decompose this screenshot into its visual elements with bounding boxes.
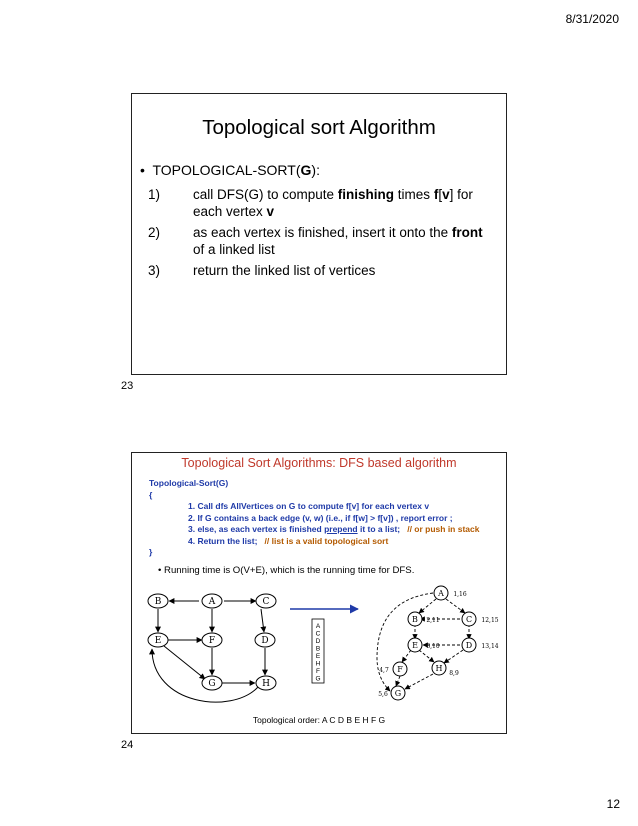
node-A bbox=[202, 594, 222, 608]
slide-number: 24 bbox=[121, 739, 134, 751]
bullet-dot: • bbox=[140, 162, 145, 178]
code-line-1: 1. Call dfs AllVertices on G to compute f[v] for each vertex v bbox=[188, 501, 430, 511]
node-A-timed bbox=[434, 586, 467, 600]
code-line-2: 2. If G contains a back edge (v, w) (i.e., if f[w] > f[v]) , report error ; bbox=[188, 513, 453, 523]
svg-text:D: D bbox=[261, 636, 269, 646]
svg-text:1,16: 1,16 bbox=[453, 591, 467, 598]
svg-text:3,10: 3,10 bbox=[426, 643, 440, 650]
svg-text:H: H bbox=[315, 660, 321, 668]
code-line-3: 3. else, as each vertex is finished prepend it to a list; // or push in stack bbox=[188, 524, 480, 534]
node-G-timed bbox=[378, 686, 405, 700]
slide-24 bbox=[131, 452, 507, 734]
page-number: 12 bbox=[606, 797, 620, 811]
node-H-timed bbox=[432, 661, 459, 677]
svg-text:G: G bbox=[208, 679, 216, 689]
slide-title: Topological Sort Algorithms: DFS based algorithm bbox=[181, 456, 457, 470]
svg-text:B: B bbox=[412, 615, 418, 624]
svg-text:F: F bbox=[397, 665, 403, 674]
right-graph-nodes bbox=[378, 586, 499, 700]
node-G bbox=[202, 676, 222, 690]
node-F-timed bbox=[379, 662, 407, 676]
svg-text:C: C bbox=[465, 615, 473, 624]
svg-text:H: H bbox=[262, 679, 270, 689]
svg-text:13,14: 13,14 bbox=[481, 643, 499, 650]
header-date: 8/31/2020 bbox=[565, 12, 619, 26]
bullet-topological-sort: • TOPOLOGICAL-SORT(G): bbox=[140, 162, 320, 178]
node-B bbox=[148, 594, 168, 608]
svg-text:B: B bbox=[154, 597, 162, 607]
svg-text:E: E bbox=[154, 636, 162, 646]
node-C-timed bbox=[462, 612, 499, 626]
slide-number: 23 bbox=[121, 380, 134, 392]
node-D-timed bbox=[462, 638, 499, 652]
svg-text:G: G bbox=[315, 675, 321, 683]
slide-23: Topological sort Algorithm • TOPOLOGICAL-SORT(G): 1) call DFS(G) to compute finishing times f[v] for each vertex v 2) as each vertex is finished, insert it onto the front of a linked list 3) return the linked list of vertices bbox=[131, 93, 507, 375]
node-C bbox=[256, 594, 276, 608]
code-name: Topological-Sort(G) bbox=[149, 478, 229, 488]
svg-text:E: E bbox=[315, 653, 321, 660]
svg-text:A: A bbox=[438, 589, 444, 598]
slide-title: Topological sort Algorithm bbox=[202, 116, 436, 139]
code-line-4: 4. Return the list; // list is a valid topological sort bbox=[188, 536, 389, 546]
topological-sort-diagram bbox=[132, 453, 506, 733]
node-H bbox=[256, 676, 276, 690]
svg-text:5,6: 5,6 bbox=[378, 691, 388, 698]
svg-text:G: G bbox=[394, 689, 402, 698]
svg-text:F: F bbox=[208, 636, 216, 646]
svg-text:12,15: 12,15 bbox=[481, 617, 499, 624]
svg-text:A: A bbox=[208, 597, 216, 607]
svg-text:E: E bbox=[412, 641, 418, 650]
topological-order-caption: Topological order: A C D B E H F G bbox=[252, 715, 386, 725]
svg-text:D: D bbox=[315, 638, 321, 645]
node-E bbox=[148, 633, 168, 647]
svg-text:C: C bbox=[262, 597, 270, 607]
svg-text:C: C bbox=[315, 630, 321, 638]
running-time-note: • Running time is O(V+E), which is the running time for DFS. bbox=[158, 565, 415, 576]
svg-text:A: A bbox=[315, 623, 321, 630]
node-F bbox=[202, 633, 222, 647]
svg-text:F: F bbox=[316, 668, 320, 675]
svg-text:8,9: 8,9 bbox=[449, 670, 459, 677]
open-brace: { bbox=[149, 490, 153, 500]
svg-text:B: B bbox=[315, 645, 321, 653]
svg-text:D: D bbox=[465, 641, 473, 650]
svg-text:4,7: 4,7 bbox=[379, 667, 389, 674]
svg-text:H: H bbox=[435, 664, 443, 673]
node-D bbox=[255, 633, 275, 647]
close-brace: } bbox=[149, 547, 153, 557]
svg-text:2,11: 2,11 bbox=[426, 617, 440, 624]
left-graph-nodes bbox=[148, 594, 276, 690]
